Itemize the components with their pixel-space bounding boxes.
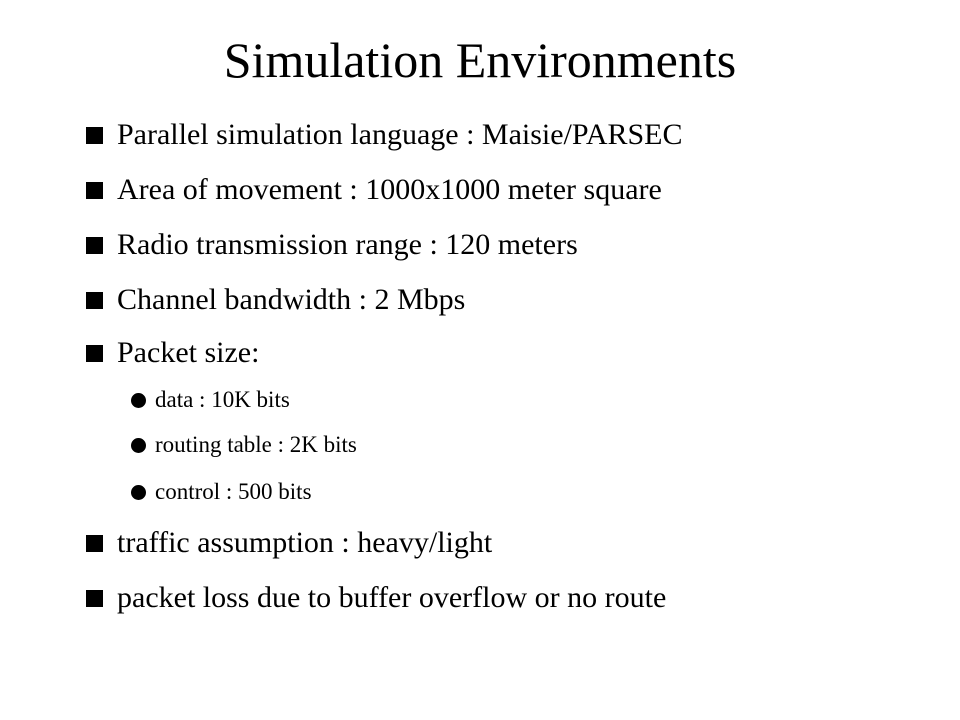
round-bullet-icon: [131, 393, 146, 408]
bullet-text: Channel bandwidth : 2 Mbps: [117, 283, 466, 316]
bullet-text: Radio transmission range : 120 meters: [117, 228, 578, 261]
bullet-text: Area of movement : 1000x1000 meter square: [117, 173, 662, 206]
square-bullet-icon: [86, 345, 103, 362]
bullet-item: [86, 115, 683, 155]
bullet-item: [86, 280, 465, 320]
sub-bullet-text: data : 10K bits: [155, 387, 290, 412]
square-bullet-icon: [86, 127, 103, 144]
slide-title: Simulation Environments: [223, 32, 737, 88]
bullet-text: traffic assumption : heavy/light: [117, 526, 493, 559]
sub-bullet-item: [131, 476, 312, 508]
bullet-text: Packet size:: [117, 336, 260, 369]
bullet-item: [86, 170, 662, 210]
square-bullet-icon: [86, 237, 103, 254]
sub-bullet-item: [131, 384, 290, 416]
bullet-item: [86, 225, 578, 265]
square-bullet-icon: [86, 590, 103, 607]
round-bullet-icon: [131, 485, 146, 500]
bullet-text: Parallel simulation language : Maisie/PARSEC: [117, 118, 683, 151]
bullet-item: [86, 333, 259, 373]
round-bullet-icon: [131, 438, 146, 453]
square-bullet-icon: [86, 292, 103, 309]
square-bullet-icon: [86, 182, 103, 199]
square-bullet-icon: [86, 535, 103, 552]
sub-bullet-item: [131, 429, 357, 461]
sub-bullet-text: control : 500 bits: [155, 479, 312, 504]
bullet-item: [86, 578, 666, 618]
sub-bullet-text: routing table : 2K bits: [155, 432, 357, 457]
bullet-text: packet loss due to buffer overflow or no route: [117, 581, 667, 614]
bullet-item: [86, 523, 492, 563]
